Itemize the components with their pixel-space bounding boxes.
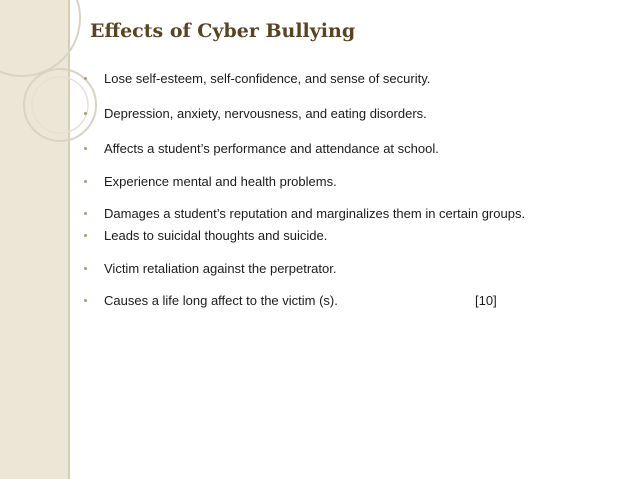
bullet-text: Causes a life long affect to the victim (s). [104, 293, 338, 308]
slide-title: Effects of Cyber Bullying [90, 20, 356, 42]
bullet-dot-icon [84, 147, 87, 150]
bullet-item [84, 106, 427, 122]
bullet-text: Depression, anxiety, nervousness, and eating disorders. [104, 106, 427, 121]
bullet-item [84, 206, 525, 222]
bullet-item [84, 141, 439, 157]
bullet-text: Damages a student’s reputation and marginalizes them in certain groups. [104, 206, 526, 221]
bullet-dot-icon [84, 267, 87, 270]
bullet-item [84, 71, 430, 87]
bullet-dot-icon [84, 212, 87, 215]
bullet-text: Lose self-esteem, self-confidence, and sense of security. [104, 71, 431, 86]
bullet-item [84, 174, 337, 190]
bullet-dot-icon [84, 299, 87, 302]
bullet-dot-icon [84, 77, 87, 80]
bullet-dot-icon [84, 234, 87, 237]
bullet-text: Affects a student’s performance and attendance at school. [104, 141, 439, 156]
bullet-dot-icon [84, 112, 87, 115]
bullet-text: Experience mental and health problems. [104, 174, 337, 189]
bullet-item [84, 261, 336, 277]
reference-citation: [10] [475, 293, 497, 308]
bullet-dot-icon [84, 180, 87, 183]
bullet-item [84, 228, 327, 244]
bullet-item [84, 293, 338, 309]
bullet-text: Leads to suicidal thoughts and suicide. [104, 228, 328, 243]
bullet-text: Victim retaliation against the perpetrator. [104, 261, 337, 276]
